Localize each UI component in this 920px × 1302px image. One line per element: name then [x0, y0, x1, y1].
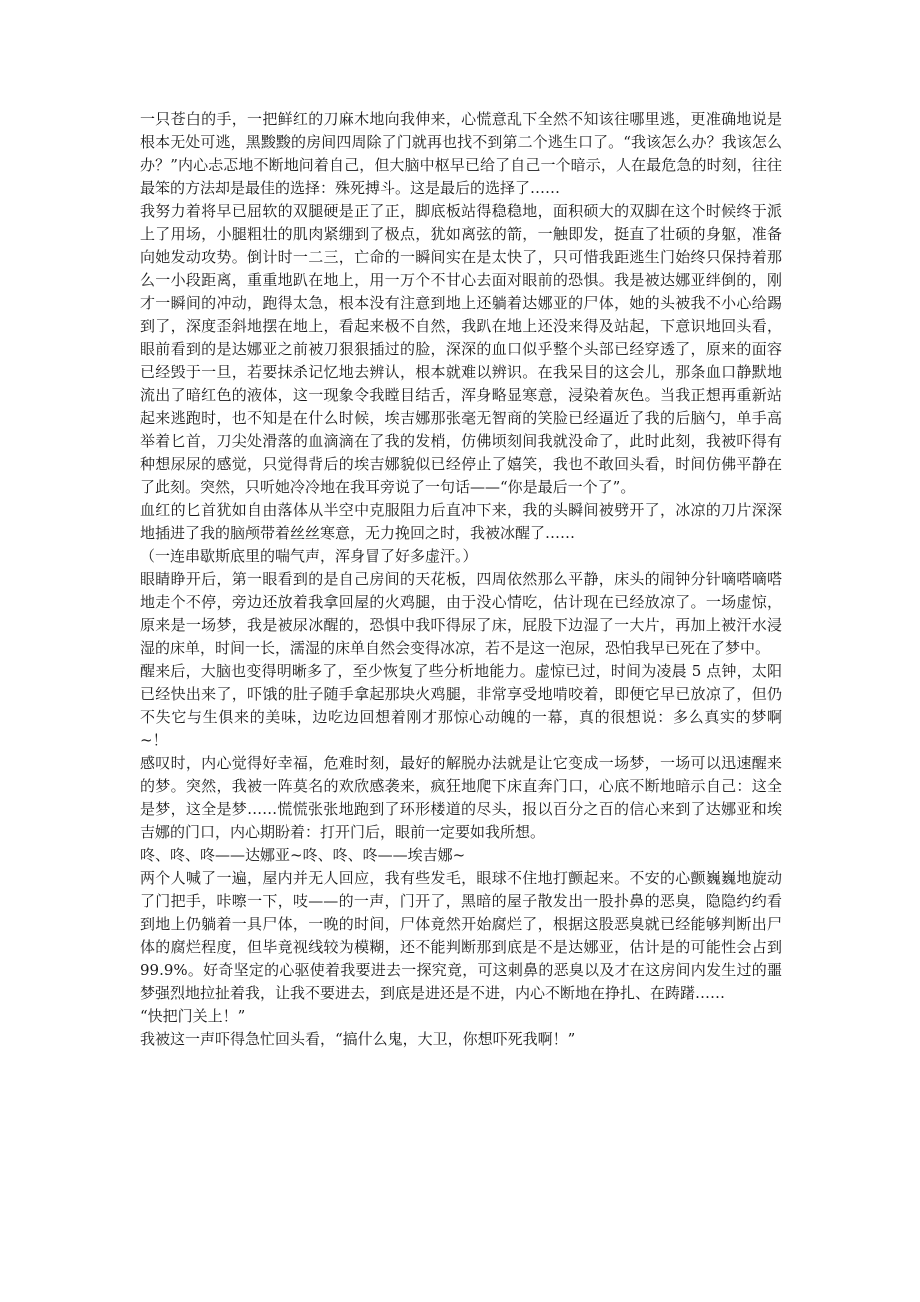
paragraph-8: 咚、咚、咚——达娜亚~咚、咚、咚——埃吉娜~ [140, 846, 466, 864]
story-text [140, 108, 782, 1051]
paragraph-3: 血红的匕首犹如自由落体从半空中克服阻力后直冲下来，我的头瞬间被劈开了，冰凉的刀片深深地插进了我的脑颅带着丝丝寒意，无力挽回之时，我被冰醒了…… [140, 501, 782, 542]
paragraph-5: 眼睛睁开后，第一眼看到的是自己房间的天花板，四周依然那么平静，床头的闹钟分针嘀嗒嘀嗒地走个不停，旁边还放着我拿回屋的火鸡腿，由于没心情吃，估计现在已经放凉了。一场虚惊，原来是一场梦，我是被尿冰醒的，恐惧中我吓得尿了床，屁股下边湿了一大片，再加上被汗水浸湿的床单，时间一长，濡湿的床单自然会变得冰凉，若不是这一泡尿，恐怕我早已死在了梦中。 [140, 570, 782, 657]
paragraph-7: 感叹时，内心觉得好幸福，危难时刻，最好的解脱办法就是让它变成一场梦，一场可以迅速醒来的梦。突然，我被一阵莫名的欢欣感袭来，疯狂地爬下床直奔门口，心底不断地暗示自己：这全是梦，这全是梦……慌慌张张地跑到了环形楼道的尽头，报以百分之百的信心来到了达娜亚和埃吉娜的门口，内心期盼着：打开门后，眼前一定要如我所想。 [140, 754, 782, 841]
paragraph-10: “快把门关上！” [140, 1007, 246, 1025]
paragraph-11: 我被这一声吓得急忙回头看，“搞什么鬼，大卫，你想吓死我啊！” [140, 1030, 576, 1048]
paragraph-2: 我努力着将早已屈软的双腿硬是正了正，脚底板站得稳稳地，面积硕大的双脚在这个时候终于派上了用场，小腿粗壮的肌肉紧绷到了极点，犹如离弦的箭，一触即发，挺直了壮硕的身躯，准备向她发动攻势。倒计时一二三，亡命的一瞬间实在是太快了，只可惜我距逃生门始终只保持着那么一小段距离，重重地趴在地上，用一万个不甘心去面对眼前的恐惧。我是被达娜亚绊倒的，刚才一瞬间的冲动，跑得太急，根本没有注意到地上还躺着达娜亚的尸体，她的头被我不小心给踢到了，深度歪斜地摆在地上，看起来极不自然，我趴在地上还没来得及站起，下意识地回头看，眼前看到的是达娜亚之前被刀狠狠插过的脸，深深的血口似乎整个头部已经穿透了，原来的面容已经毁于一旦，若要抹杀记忆地去辨认，根本就难以辨识。在我呆目的这会儿，那条血口静默地流出了暗红色的液体，这一现象令我瞠目结舌，浑身略显寒意，浸染着灰色。当我正想再重新站起来逃跑时，也不知是在什么时候，埃吉娜那张毫无智商的笑脸已经逼近了我的后脑勺，单手高举着匕首，刀尖处滑落的血滴滴在了我的发梢，仿佛顷刻间我就没命了，此时此刻，我被吓得有种想尿尿的感觉，只觉得背后的埃吉娜貌似已经停止了嬉笑，我也不敢回头看，时间仿佛平静在了此刻。突然，只听她冷冷地在我耳旁说了一句话——“你是最后一个了”。 [140, 202, 782, 496]
paragraph-6: 醒来后，大脑也变得明晰多了，至少恢复了些分析地能力。虚惊已过，时间为凌晨 5 点钟，太阳已经快出来了，吓饿的肚子随手拿起那块火鸡腿，非常享受地啃咬着，即便它早已放凉了，但仍不失它与生俱来的美味，边吃边回想着刚才那惊心动魄的一幕，真的很想说：多么真实的梦啊~！ [140, 662, 782, 749]
paragraph-9: 两个人喊了一遍，屋内并无人回应，我有些发毛，眼球不住地打颤起来。不安的心颤巍巍地旋动了门把手，咔嚓一下，吱——的一声，门开了，黑暗的屋子散发出一股扑鼻的恶臭，隐隐约约看到地上仍躺着一具尸体，一晚的时间，尸体竟然开始腐烂了，根据这股恶臭就已经能够判断出尸体的腐烂程度，但毕竟视线较为模糊，还不能判断那到底是不是达娜亚，估计是的可能性会占到 99.9%。好奇坚定的心驱使着我要进去一探究竟，可这刺鼻的恶臭以及才在这房间内发生过的噩梦强烈地拉扯着我，让我不要进去，到底是进还是不进，内心不断地在挣扎、在踌躇…… [140, 869, 782, 1002]
paragraph-4: （一连串歇斯底里的喘气声，浑身冒了好多虚汗。） [140, 547, 478, 565]
paragraph-1: 一只苍白的手，一把鲜红的刀麻木地向我伸来，心慌意乱下全然不知该往哪里逃，更准确地说是根本无处可逃，黑黢黢的房间四周除了门就再也找不到第二个逃生口了。“我该怎么办？我该怎么办？”内心忐忑地不断地问着自己，但大脑中枢早已给了自己一个暗示，人在最危急的时刻，往往最笨的方法却是最佳的选择：殊死搏斗。这是最后的选择了…… [140, 110, 782, 197]
